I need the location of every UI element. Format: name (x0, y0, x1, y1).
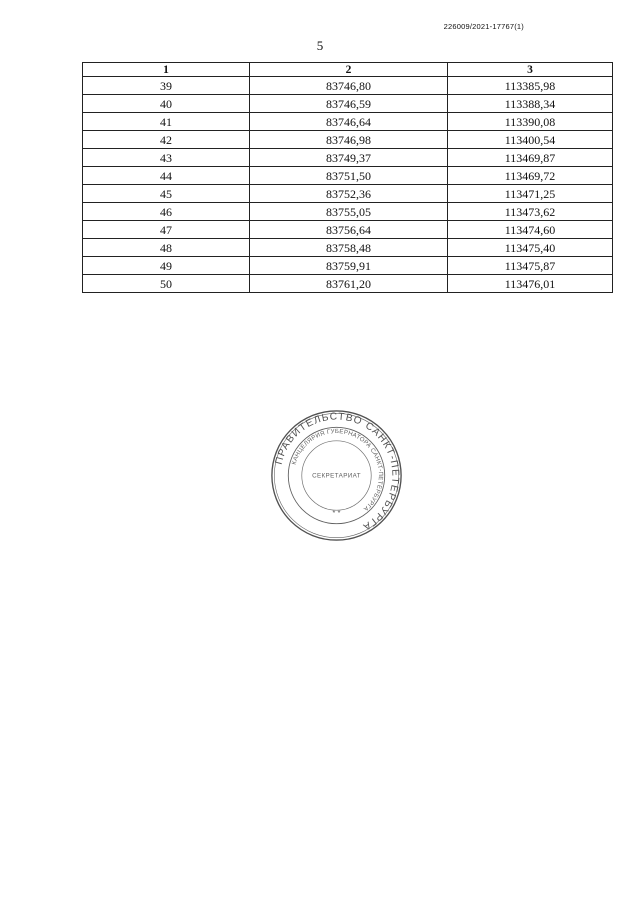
column-header-3: 3 (448, 63, 613, 77)
point-number: 44 (83, 167, 250, 185)
coord-y: 113469,87 (448, 149, 613, 167)
table-row (83, 131, 613, 149)
point-number: 42 (83, 131, 250, 149)
table-row (83, 167, 613, 185)
point-number: 40 (83, 95, 250, 113)
table-row (83, 113, 613, 131)
seal-stars: * * (332, 508, 341, 518)
point-number: 48 (83, 239, 250, 257)
column-header-2: 2 (250, 63, 448, 77)
coord-y: 113473,62 (448, 203, 613, 221)
seal-outer-text: ПРАВИТЕЛЬСТВО САНКТ-ПЕТЕРБУРГА (273, 411, 401, 533)
coord-x: 83752,36 (250, 185, 448, 203)
coord-x: 83746,80 (250, 77, 448, 95)
coord-y: 113388,34 (448, 95, 613, 113)
table-row (83, 275, 613, 293)
coord-y: 113469,72 (448, 167, 613, 185)
coord-x: 83746,64 (250, 113, 448, 131)
coord-y: 113474,60 (448, 221, 613, 239)
page-number: 5 (316, 38, 324, 53)
column-header-1: 1 (83, 63, 250, 77)
table-row (83, 203, 613, 221)
coord-y: 113471,25 (448, 185, 613, 203)
coord-y: 113385,98 (448, 77, 613, 95)
seal-inner-text: КАНЦЕЛЯРИЯ ГУБЕРНАТОРА САНКТ-ПЕТЕРБУРГА (291, 429, 383, 512)
coord-y: 113390,08 (448, 113, 613, 131)
coord-x: 83751,50 (250, 167, 448, 185)
point-number: 41 (83, 113, 250, 131)
coord-x: 83758,48 (250, 239, 448, 257)
table-header-row (83, 63, 613, 77)
coord-y: 113475,40 (448, 239, 613, 257)
coord-x: 83746,59 (250, 95, 448, 113)
point-number: 39 (83, 77, 250, 95)
coord-x: 83756,64 (250, 221, 448, 239)
seal-center-text: СЕКРЕТАРИАТ (312, 472, 361, 480)
table-row (83, 239, 613, 257)
table-row (83, 77, 613, 95)
point-number: 43 (83, 149, 250, 167)
point-number: 45 (83, 185, 250, 203)
coord-y: 113476,01 (448, 275, 613, 293)
coord-x: 83749,37 (250, 149, 448, 167)
point-number: 50 (83, 275, 250, 293)
official-seal-icon (269, 408, 404, 543)
coord-y: 113400,54 (448, 131, 613, 149)
document-id: 226009/2021-17767(1) (443, 22, 524, 31)
coord-x: 83746,98 (250, 131, 448, 149)
coord-x: 83755,05 (250, 203, 448, 221)
coord-x: 83759,91 (250, 257, 448, 275)
coordinates-table (82, 62, 613, 293)
table-row (83, 221, 613, 239)
table-row (83, 257, 613, 275)
coord-x: 83761,20 (250, 275, 448, 293)
point-number: 46 (83, 203, 250, 221)
table-row (83, 149, 613, 167)
coord-y: 113475,87 (448, 257, 613, 275)
table-row (83, 95, 613, 113)
table-row (83, 185, 613, 203)
point-number: 47 (83, 221, 250, 239)
point-number: 49 (83, 257, 250, 275)
